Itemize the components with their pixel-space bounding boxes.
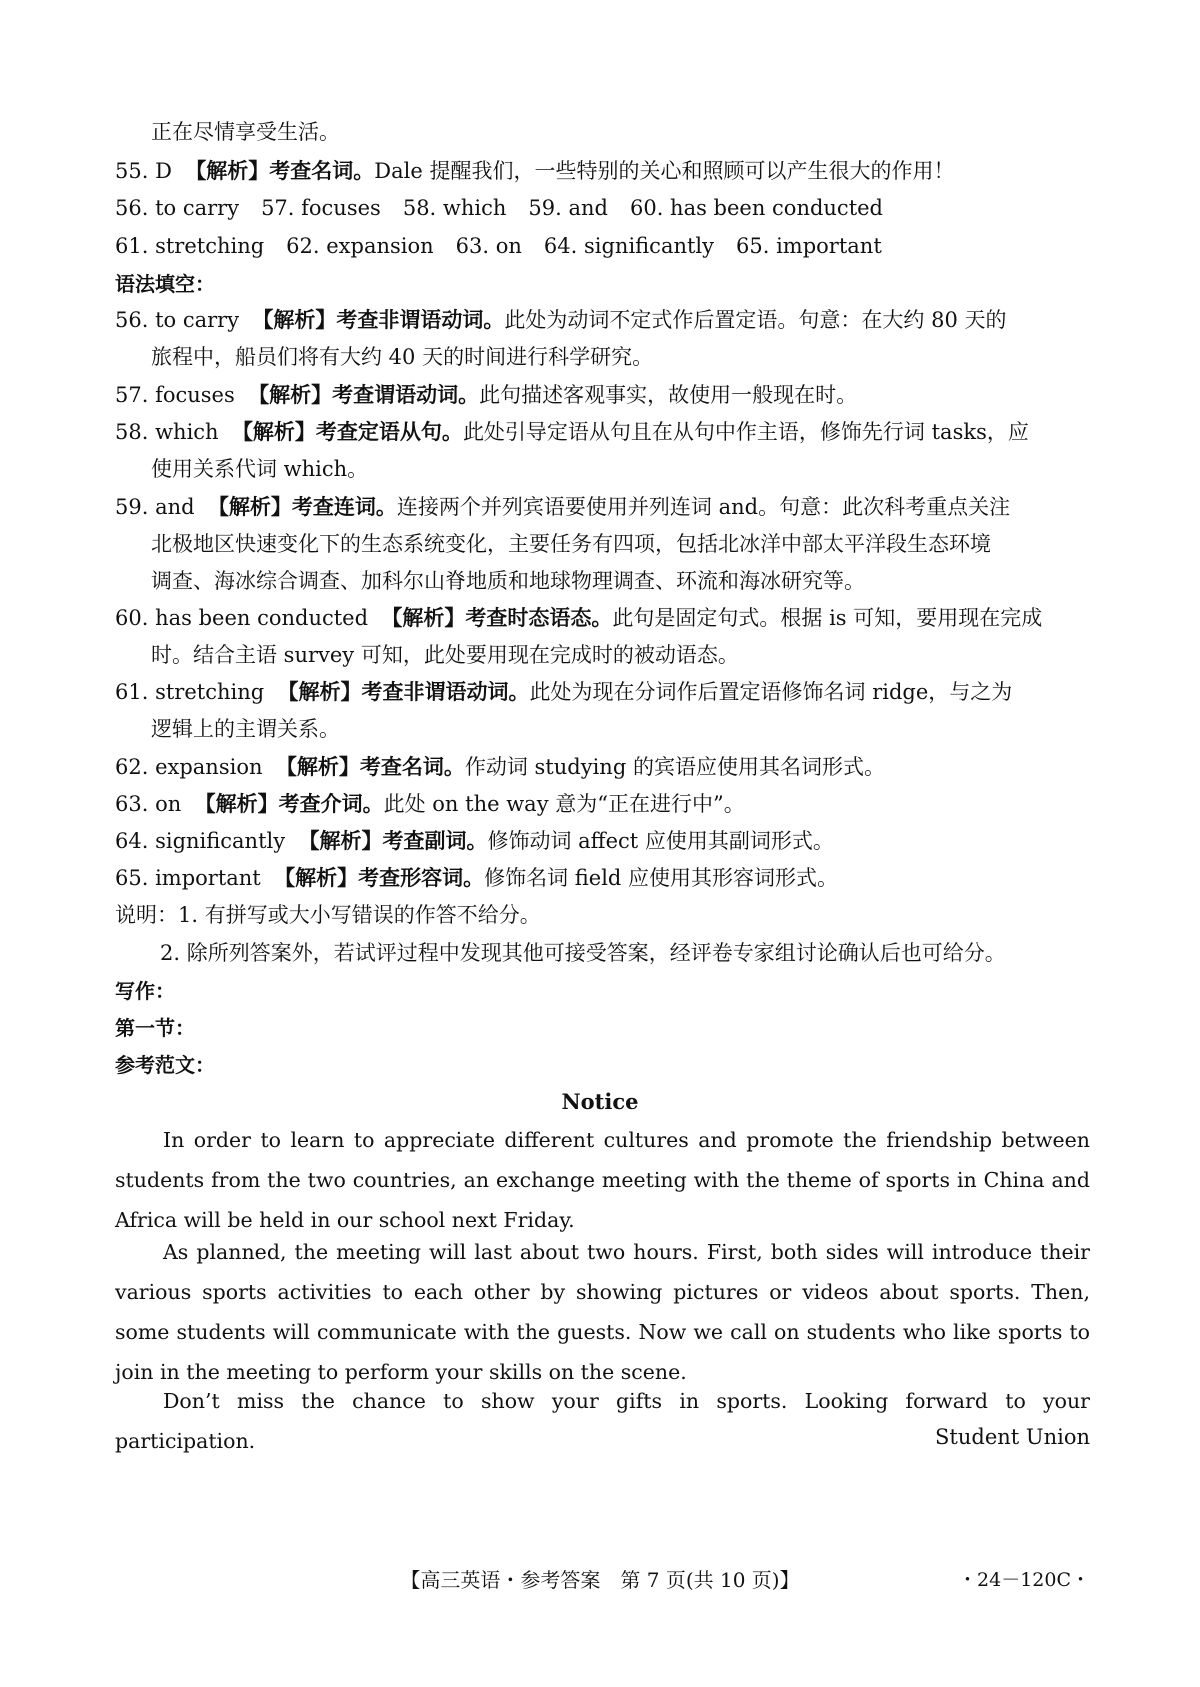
sample-heading: 参考范文： (115, 1053, 215, 1077)
explanation-56-cont: 旅程中，船员们将有大约 40 天的时间进行科学研究。 (151, 345, 654, 369)
explanation-58: 58. which 【解析】考查定语从句。此处引导定语从句且在从句中作主语，修饰先行词 tasks，应 (115, 420, 1029, 444)
answer-55: 55. D 【解析】考查名词。Dale 提醒我们，一些特别的关心和照顾可以产生很大的作用！ (115, 159, 955, 183)
explanation-56: 56. to carry 【解析】考查非谓语动词。此处为动词不定式作后置定语。句意：在大约 80 天的 (115, 308, 1007, 332)
explanation-60-cont: 时。结合主语 survey 可知，此处要用现在完成时的被动语态。 (151, 643, 739, 667)
writing-heading: 写作： (115, 979, 175, 1003)
explanation-61: 61. stretching 【解析】考查非谓语动词。此处为现在分词作后置定语修饰名词 ridge，与之为 (115, 680, 1013, 704)
note-2: 2. 除所列答案外，若试评过程中发现其他可接受答案，经评卷专家组讨论确认后也可给分。 (160, 941, 1006, 965)
explanation-62: 62. expansion 【解析】考查名词。作动词 studying 的宾语应使用其名词形式。 (115, 755, 885, 779)
note-1: 说明：1. 有拼写或大小写错误的作答不给分。 (115, 903, 541, 927)
explanation-60: 60. has been conducted 【解析】考查时态语态。此句是固定句式。根据 is 可知，要用现在完成 (115, 606, 1043, 630)
essay-paragraph-1: In order to learn to appreciate different cultures and promote the friendship between students from the two countries, an exchange meeting with the theme of sports in China and Africa will be held in our school next Friday. (115, 1128, 1090, 1232)
explanation-59-cont2: 调查、海冰综合调查、加科尔山脊地质和地球物理调查、环流和海冰研究等。 (151, 569, 865, 593)
answers-56-60: 56. to carry 57. focuses 58. which 59. and 60. has been conducted (115, 196, 884, 220)
explanation-63: 63. on 【解析】考查介词。此处 on the way 意为“正在进行中”。 (115, 792, 745, 816)
explanation-59-cont: 北极地区快速变化下的生态系统变化，主要任务有四项，包括北冰洋中部太平洋段生态环境 (151, 532, 991, 556)
explanation-65: 65. important 【解析】考查形容词。修饰名词 field 应使用其形容词形式。 (115, 866, 839, 890)
explanation-57: 57. focuses 【解析】考查谓语动词。此句描述客观事实，故使用一般现在时。 (115, 383, 858, 407)
text-line: 正在尽情享受生活。 (151, 120, 340, 144)
explanation-58-cont: 使用关系代词 which。 (151, 457, 369, 481)
essay-signature: Student Union (935, 1425, 1090, 1449)
exam-code: ・24－120C・ (958, 1569, 1090, 1591)
explanation-61-cont: 逻辑上的主谓关系。 (151, 717, 340, 741)
explanation-59: 59. and 【解析】考查连词。连接两个并列宾语要使用并列连词 and。句意：此次科考重点关注 (115, 495, 1011, 519)
section-heading: 第一节： (115, 1016, 195, 1040)
answers-61-65: 61. stretching 62. expansion 63. on 64. significantly 65. important (115, 234, 882, 258)
essay-title: Notice (561, 1089, 639, 1114)
essay-paragraph-3: Don’t miss the chance to show your gifts in sports. Looking forward to your participation. (115, 1389, 1090, 1453)
grammar-heading: 语法填空： (115, 272, 215, 296)
page-footer: 【高三英语・参考答案 第 7 页(共 10 页)】 (400, 1568, 800, 1592)
explanation-64: 64. significantly 【解析】考查副词。修饰动词 affect 应使用其副词形式。 (115, 829, 834, 853)
essay-paragraph-2: As planned, the meeting will last about two hours. First, both sides will introduce their various sports activities to each other by showing pictures or videos about sports. Then, some students will communicate with the guests. Now we call on students who like sports to join in the meeting to perform your skills on the scene. (115, 1240, 1090, 1384)
